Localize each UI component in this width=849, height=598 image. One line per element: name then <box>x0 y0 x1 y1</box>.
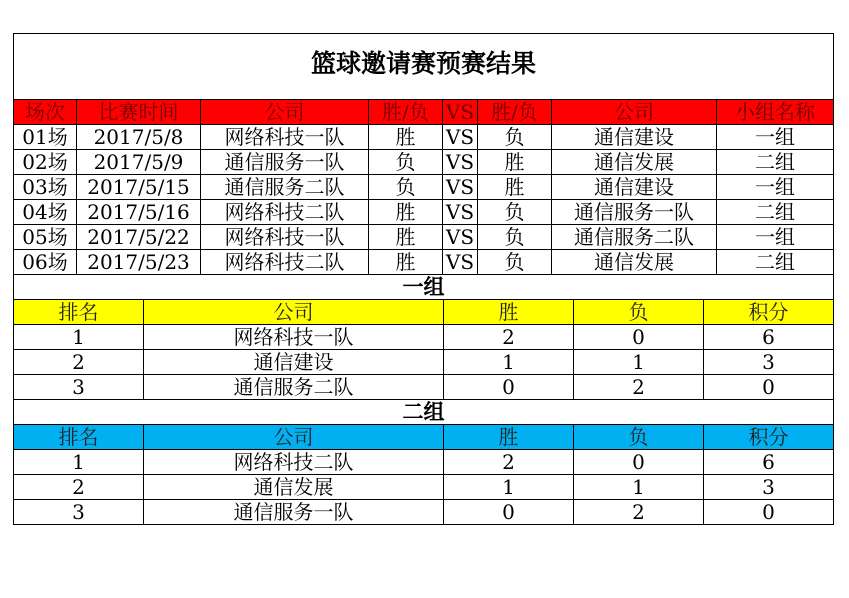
results-sheet <box>13 33 833 525</box>
losses-cell: 0 <box>574 450 704 475</box>
wins-cell: 2 <box>444 450 574 475</box>
company-b-cell: 通信服务一队 <box>552 200 717 225</box>
company-a-cell: 网络科技二队 <box>201 200 369 225</box>
rank-cell: 3 <box>14 375 144 400</box>
wins-cell: 0 <box>444 500 574 525</box>
table-row <box>14 125 834 150</box>
group-cell: 一组 <box>717 125 834 150</box>
match-header-row <box>14 100 834 125</box>
points-cell: 0 <box>704 500 834 525</box>
result-b-cell: 负 <box>478 225 552 250</box>
group2-standings-table <box>13 399 834 525</box>
company-a-cell: 通信服务一队 <box>201 150 369 175</box>
group-cell: 二组 <box>717 250 834 275</box>
company-b-cell: 通信发展 <box>552 150 717 175</box>
group1-header-points: 积分 <box>704 300 834 325</box>
table-row <box>14 375 834 400</box>
company-b-cell: 通信发展 <box>552 250 717 275</box>
vs-cell: VS <box>443 250 478 275</box>
group2-title: 二组 <box>14 400 834 425</box>
match-rows <box>14 125 834 275</box>
company-a-cell: 网络科技一队 <box>201 125 369 150</box>
header-group: 小组名称 <box>717 100 834 125</box>
result-a-cell: 负 <box>369 175 443 200</box>
company-b-cell: 通信建设 <box>552 125 717 150</box>
group2-header-wins: 胜 <box>444 425 574 450</box>
vs-cell: VS <box>443 175 478 200</box>
table-row <box>14 250 834 275</box>
points-cell: 6 <box>704 325 834 350</box>
group1-header-row <box>14 300 834 325</box>
rank-cell: 3 <box>14 500 144 525</box>
group-cell: 一组 <box>717 225 834 250</box>
date-cell: 2017/5/16 <box>77 200 201 225</box>
result-a-cell: 胜 <box>369 250 443 275</box>
header-result-a: 胜/负 <box>369 100 443 125</box>
table-row <box>14 175 834 200</box>
date-cell: 2017/5/23 <box>77 250 201 275</box>
group2-header-losses: 负 <box>574 425 704 450</box>
company-cell: 通信建设 <box>144 350 444 375</box>
header-date: 比赛时间 <box>77 100 201 125</box>
wins-cell: 1 <box>444 475 574 500</box>
date-cell: 2017/5/9 <box>77 150 201 175</box>
wins-cell: 1 <box>444 350 574 375</box>
result-a-cell: 胜 <box>369 125 443 150</box>
group1-standings-table <box>13 274 834 400</box>
table-row <box>14 500 834 525</box>
header-result-b: 胜/负 <box>478 100 552 125</box>
company-a-cell: 通信服务二队 <box>201 175 369 200</box>
company-a-cell: 网络科技二队 <box>201 250 369 275</box>
losses-cell: 0 <box>574 325 704 350</box>
group2-header-points: 积分 <box>704 425 834 450</box>
rank-cell: 2 <box>14 475 144 500</box>
group1-header-rank: 排名 <box>14 300 144 325</box>
table-row <box>14 350 834 375</box>
company-cell: 通信服务二队 <box>144 375 444 400</box>
group1-header-company: 公司 <box>144 300 444 325</box>
losses-cell: 1 <box>574 475 704 500</box>
table-row <box>14 225 834 250</box>
losses-cell: 1 <box>574 350 704 375</box>
round-cell: 04场 <box>14 200 77 225</box>
group1-rows <box>14 325 834 400</box>
result-a-cell: 负 <box>369 150 443 175</box>
group1-header-wins: 胜 <box>444 300 574 325</box>
date-cell: 2017/5/15 <box>77 175 201 200</box>
result-a-cell: 胜 <box>369 225 443 250</box>
rank-cell: 1 <box>14 325 144 350</box>
table-row <box>14 475 834 500</box>
company-a-cell: 网络科技一队 <box>201 225 369 250</box>
losses-cell: 2 <box>574 500 704 525</box>
date-cell: 2017/5/8 <box>77 125 201 150</box>
vs-cell: VS <box>443 225 478 250</box>
table-row <box>14 200 834 225</box>
group-cell: 二组 <box>717 150 834 175</box>
result-b-cell: 负 <box>478 200 552 225</box>
vs-cell: VS <box>443 125 478 150</box>
group2-header-company: 公司 <box>144 425 444 450</box>
points-cell: 6 <box>704 450 834 475</box>
company-cell: 网络科技一队 <box>144 325 444 350</box>
group1-title: 一组 <box>14 275 834 300</box>
round-cell: 05场 <box>14 225 77 250</box>
match-results-table <box>13 33 834 275</box>
group-cell: 二组 <box>717 200 834 225</box>
table-row <box>14 450 834 475</box>
group2-header-rank: 排名 <box>14 425 144 450</box>
company-cell: 网络科技二队 <box>144 450 444 475</box>
rank-cell: 1 <box>14 450 144 475</box>
vs-cell: VS <box>443 200 478 225</box>
round-cell: 06场 <box>14 250 77 275</box>
rank-cell: 2 <box>14 350 144 375</box>
points-cell: 3 <box>704 475 834 500</box>
result-b-cell: 负 <box>478 125 552 150</box>
company-cell: 通信服务一队 <box>144 500 444 525</box>
company-b-cell: 通信服务二队 <box>552 225 717 250</box>
vs-cell: VS <box>443 150 478 175</box>
round-cell: 01场 <box>14 125 77 150</box>
result-b-cell: 负 <box>478 250 552 275</box>
company-b-cell: 通信建设 <box>552 175 717 200</box>
losses-cell: 2 <box>574 375 704 400</box>
points-cell: 0 <box>704 375 834 400</box>
date-cell: 2017/5/22 <box>77 225 201 250</box>
header-company-b: 公司 <box>552 100 717 125</box>
result-a-cell: 胜 <box>369 200 443 225</box>
round-cell: 03场 <box>14 175 77 200</box>
table-row <box>14 150 834 175</box>
header-round: 场次 <box>14 100 77 125</box>
group1-header-losses: 负 <box>574 300 704 325</box>
group2-header-row <box>14 425 834 450</box>
round-cell: 02场 <box>14 150 77 175</box>
table-row <box>14 325 834 350</box>
wins-cell: 0 <box>444 375 574 400</box>
points-cell: 3 <box>704 350 834 375</box>
result-b-cell: 胜 <box>478 150 552 175</box>
page-title: 篮球邀请赛预赛结果 <box>14 34 834 100</box>
header-vs: VS <box>443 100 478 125</box>
group-cell: 一组 <box>717 175 834 200</box>
group2-rows <box>14 450 834 525</box>
header-company-a: 公司 <box>201 100 369 125</box>
wins-cell: 2 <box>444 325 574 350</box>
result-b-cell: 胜 <box>478 175 552 200</box>
company-cell: 通信发展 <box>144 475 444 500</box>
